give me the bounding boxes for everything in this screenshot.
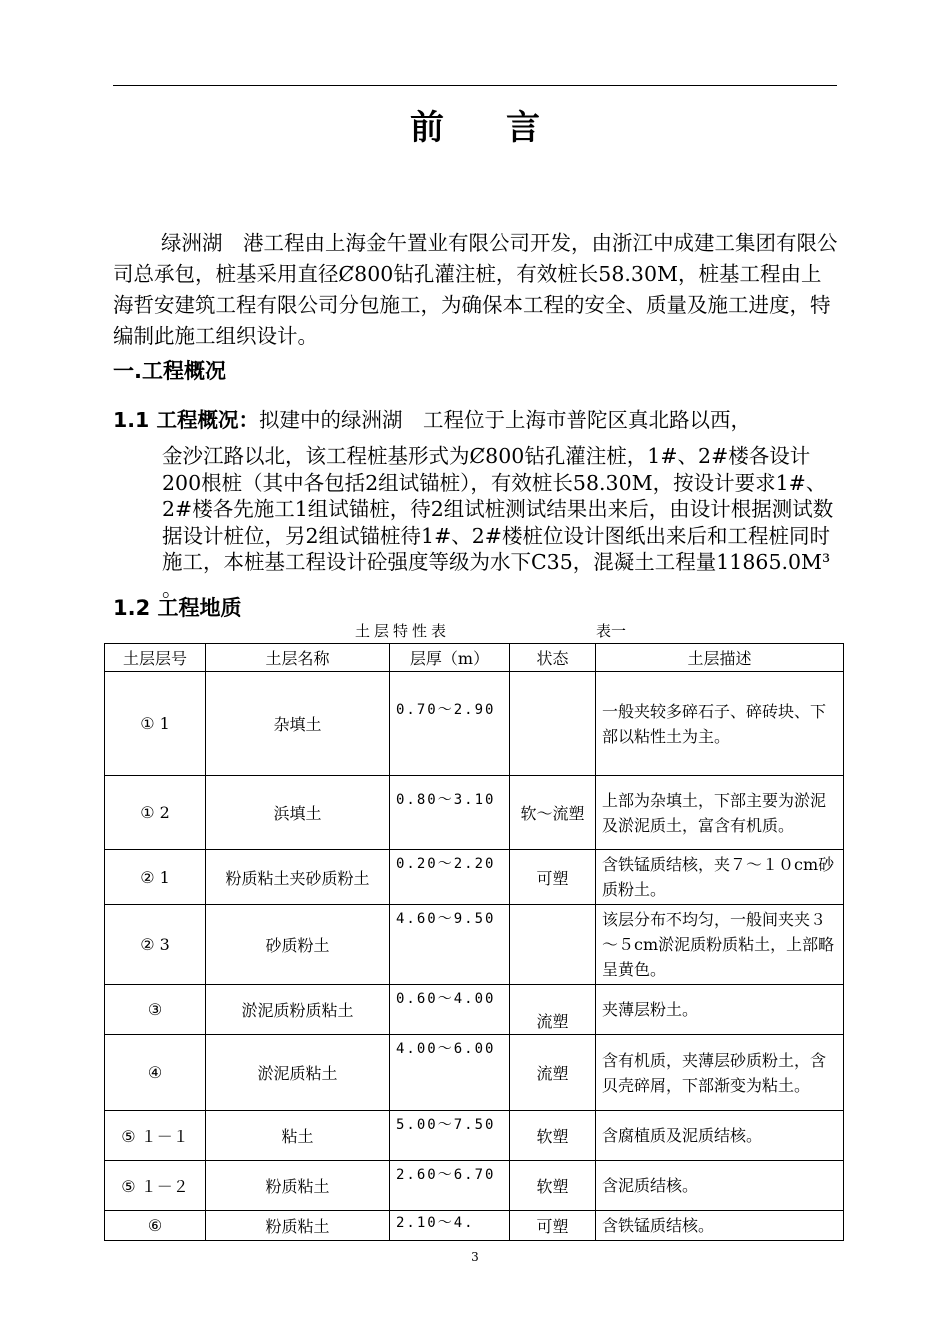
header-cell: 状态 <box>510 644 596 672</box>
layer-name: 淤泥质粘土 <box>206 1035 390 1111</box>
layer-state: 软塑 <box>510 1111 596 1161</box>
layer-name: 粉质粘土 <box>206 1211 390 1241</box>
section-1-1-heading: 1.1 工程概况： <box>113 408 259 432</box>
table-row <box>105 776 844 850</box>
table-row <box>105 985 844 1035</box>
layer-thickness: 4.00～6.00 <box>390 1035 510 1111</box>
layer-name: 杂填土 <box>206 672 390 776</box>
layer-name: 浜填土 <box>206 776 390 850</box>
header-rule <box>113 85 837 86</box>
layer-thickness: 4.60～9.50 <box>390 905 510 985</box>
layer-state: 软塑 <box>510 1161 596 1211</box>
layer-desc: 含腐植质及泥质结核。 <box>596 1111 844 1161</box>
section-1-2-heading: 1.2 工程地质 <box>113 596 242 620</box>
layer-thickness: 0.70～2.90 <box>390 672 510 776</box>
layer-desc: 夹薄层粉土。 <box>596 985 844 1035</box>
layer-thickness: 0.20～2.20 <box>390 850 510 905</box>
layer-code: ③ <box>105 985 206 1035</box>
layer-thickness: 0.60～4.00 <box>390 985 510 1035</box>
layer-code: ① 2 <box>105 776 206 850</box>
header-cell: 土层描述 <box>596 644 844 672</box>
header-cell: 层厚（m） <box>390 644 510 672</box>
intro-text: 绿洲湖 港工程由上海金午置业有限公司开发，由浙江中成建工集团有限公司总承包，桩基采用直径Ȼ800钻孔灌注桩，有效桩长58.30M，桩基工程由上海哲安建筑工程有限公司分包施工，为确保本工程的安全、质量及施工进度，特编制此施工组织设计。 <box>113 231 838 348</box>
layer-desc: 含铁锰质结核，夹７～１０cm砂质粉土。 <box>596 850 844 905</box>
layer-state: 可塑 <box>510 850 596 905</box>
section-1-1-lead-text: 拟建中的绿洲湖 工程位于上海市普陀区真北路以西， <box>258 408 751 432</box>
layer-state <box>510 905 596 985</box>
layer-code: ④ <box>105 1035 206 1111</box>
layer-code: ① 1 <box>105 672 206 776</box>
layer-thickness: 2.60～6.70 <box>390 1161 510 1211</box>
soil-properties-table <box>104 643 844 1241</box>
table-row <box>105 1111 844 1161</box>
layer-desc: 含有机质，夹薄层砂质粉土，含贝壳碎屑，下部渐变为粘土。 <box>596 1035 844 1111</box>
layer-desc: 含铁锰质结核。 <box>596 1211 844 1241</box>
layer-desc: 该层分布不均匀，一般间夹夹３～５cm淤泥质粉质粘土，上部略呈黄色。 <box>596 905 844 985</box>
layer-desc: 含泥质结核。 <box>596 1161 844 1211</box>
layer-desc: 上部为杂填土，下部主要为淤泥及淤泥质土，富含有机质。 <box>596 776 844 850</box>
layer-name: 粘土 <box>206 1111 390 1161</box>
layer-state <box>510 672 596 776</box>
layer-thickness: 2.10～4. <box>390 1211 510 1241</box>
table-row <box>105 1211 844 1241</box>
table-row <box>105 1035 844 1111</box>
table-row <box>105 672 844 776</box>
layer-thickness: 5.00～7.50 <box>390 1111 510 1161</box>
layer-desc: 一般夹较多碎石子、碎砖块、下部以粘性土为主。 <box>596 672 844 776</box>
layer-code: ⑥ <box>105 1211 206 1241</box>
header-cell: 土层层号 <box>105 644 206 672</box>
layer-name: 粉质粘土夹砂质粉土 <box>206 850 390 905</box>
layer-name: 淤泥质粉质粘土 <box>206 985 390 1035</box>
table-number: 表一 <box>596 622 627 640</box>
intro-paragraph <box>113 228 839 352</box>
layer-code: ⑤ １－２ <box>105 1161 206 1211</box>
table-caption: 土层特性表 <box>355 622 451 640</box>
section-1-1-body: 金沙江路以北，该工程桩基形式为Ȼ800钻孔灌注桩，1#、2#楼各设计200根桩（其中各包括2组试锚桩），有效桩长58.30M，按设计要求1#、2#楼各先施工1组试锚桩，待2组试桩测试结果出来后，由设计根据测试数据设计桩位，另2组试锚桩待1#、2#楼桩位设计图纸出来后和工程桩同时施工，本桩基工程设计砼强度等级为水下C35，混凝土工程量11865.0M³ 。 <box>162 444 834 601</box>
section-1-heading: 一.工程概况 <box>113 359 226 383</box>
layer-code: ② 1 <box>105 850 206 905</box>
layer-name: 砂质粉土 <box>206 905 390 985</box>
layer-name: 粉质粘土 <box>206 1161 390 1211</box>
table-row <box>105 1161 844 1211</box>
layer-code: ② 3 <box>105 905 206 985</box>
layer-state: 可塑 <box>510 1211 596 1241</box>
layer-thickness: 0.80～3.10 <box>390 776 510 850</box>
page-title: 前言 <box>410 108 602 148</box>
table-header-row <box>105 644 844 672</box>
table-row <box>105 850 844 905</box>
layer-state: 流塑 <box>510 1035 596 1111</box>
section-1-1-first-line <box>113 405 839 436</box>
layer-state: 流塑 <box>510 985 596 1035</box>
table-row <box>105 905 844 985</box>
layer-state: 软～流塑 <box>510 776 596 850</box>
page-number: 3 <box>471 1250 479 1264</box>
layer-code: ⑤ １－１ <box>105 1111 206 1161</box>
header-cell: 土层名称 <box>206 644 390 672</box>
